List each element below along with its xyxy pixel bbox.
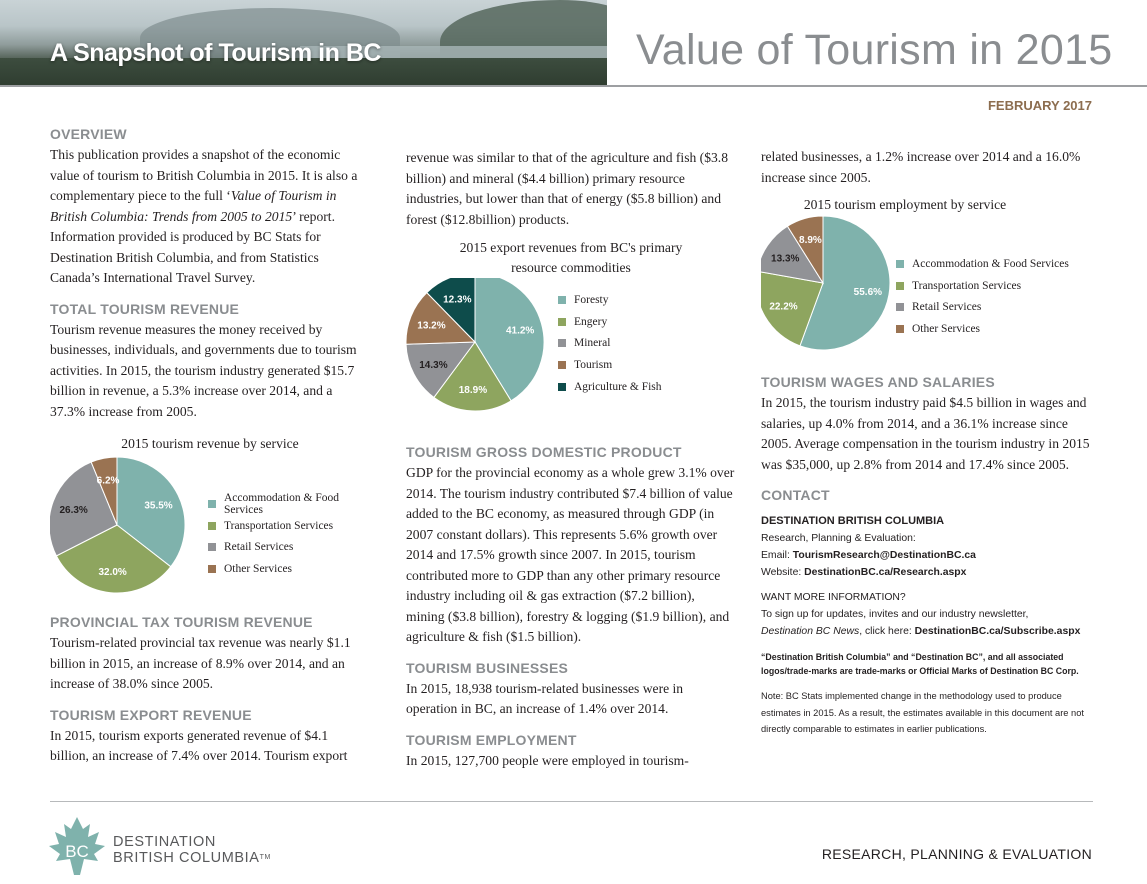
revenue-pie-label: 35.5% (144, 500, 173, 512)
legend-label: Transportation Services (224, 519, 334, 532)
businesses-section (406, 660, 736, 720)
revenue-chart-title: 2015 tourism revenue by service (121, 436, 299, 451)
legend-label: Agriculture & Fish (574, 380, 662, 393)
contact-section (761, 487, 1097, 738)
header-banner-photo (0, 0, 607, 86)
destination-bc-wordmark (113, 834, 271, 866)
column-3 (761, 147, 1097, 738)
employment-legend-item (896, 318, 1069, 340)
export-pie-label: 12.3% (443, 294, 472, 306)
revenue-legend-item (208, 515, 370, 537)
employment-legend-item (896, 253, 1069, 275)
export-chart-title: 2015 export revenues from BC's primary resource commodities (459, 240, 683, 275)
legend-label: Mineral (574, 337, 611, 350)
legend-label: Retail Services (912, 301, 982, 314)
email-label: Email: (761, 550, 793, 561)
legend-label: Tourism (574, 358, 613, 371)
employment-pie-label: 8.9% (799, 235, 822, 247)
legend-label: Retail Services (224, 541, 294, 554)
legend-label: Accommodation & Food Services (912, 257, 1069, 270)
revenue-legend-item (208, 536, 370, 558)
export-pie-label: 13.2% (417, 320, 446, 332)
employment-pie-label: 55.6% (853, 286, 883, 298)
column-1 (50, 126, 370, 779)
logo-line-1: DESTINATION (113, 834, 217, 850)
wages-text: In 2015, the tourism industry paid $4.5 billion in wages and salaries, up 4.0% from 2014, and a 36.1% increase since 2005. Average compensation in the tourism industry in 2015 was $35,000, up 2.8% from 2014 and 17.4% since 2005. (761, 395, 1090, 472)
column-2 (406, 148, 736, 783)
legend-label: Transportation Services (912, 279, 1022, 292)
legend-label: Other Services (912, 322, 981, 335)
legend-swatch (896, 260, 904, 268)
employment-pie-label: 13.3% (771, 253, 800, 265)
contact-dept: Research, Planning & Evaluation: (761, 533, 916, 544)
employment-text: In 2015, 127,700 people were employed in tourism- (406, 752, 689, 768)
export-legend-item (558, 289, 662, 311)
destination-bc-maple-leaf-logo (46, 815, 108, 877)
more-info-text: To sign up for updates, invites and our industry newsletter, (761, 609, 1029, 620)
report-name-italic: Value of Tourism in British Columbia: Trends from 2005 to 2015 (50, 188, 337, 224)
legend-swatch (208, 565, 216, 573)
legend-swatch (896, 282, 904, 290)
export-pie-label: 18.9% (458, 384, 488, 396)
employment-legend-item (896, 275, 1069, 297)
website-label: Website: (761, 567, 805, 578)
legend-swatch (558, 383, 566, 391)
export-legend-item (558, 376, 662, 398)
export-revenue-text: In 2015, tourism exports generated revenue of $4.1 billion, an increase of 7.4% over 2014. Tourism export (50, 727, 348, 763)
gdp-heading: TOURISM GROSS DOMESTIC PRODUCT (406, 444, 682, 460)
revenue-legend-item (208, 558, 370, 580)
export-pie-label: 41.2% (505, 325, 535, 337)
legend-label: Other Services (224, 562, 293, 575)
employment-section (406, 732, 736, 772)
export-legend-item (558, 354, 662, 376)
overview-text-part: ’ report. Information provided is produced by BC Stats for Destination British Columbia, and from Statistics Canada’s International Travel Survey. (50, 208, 335, 285)
logo-mark-text: BC (65, 842, 89, 861)
snapshot-title: A Snapshot of Tourism in BC (50, 39, 381, 67)
contact-website-line (761, 564, 1097, 581)
legend-label: Foresty (574, 293, 609, 306)
wages-section (761, 374, 1097, 475)
trademark-text: “Destination British Columbia” and “Destination BC”, and all associated logos/trade-marks are trade-marks or Official Marks of Destination BC Corp. (761, 652, 1079, 676)
legend-swatch (558, 361, 566, 369)
subscribe-link[interactable]: DestinationBC.ca/Subscribe.aspx (914, 626, 1081, 637)
provincial-tax-heading: PROVINCIAL TAX TOURISM REVENUE (50, 614, 313, 630)
employment-pie-label: 22.2% (769, 301, 798, 313)
overview-text-part: This publication provides a snapshot of the economic value of tourism to British Columbia in 2015. It is also a complementary piece to the full ‘ (50, 147, 358, 203)
newsletter-line (761, 623, 1097, 640)
overview-section (50, 126, 370, 289)
revenue-pie-label: 6.2% (96, 475, 120, 487)
overview-text (50, 145, 370, 289)
export-revenue-text-continued: revenue was similar to that of the agriculture and fish ($3.8 billion) and mineral ($4.4 billion) primary resource industries, but lower than that of energy ($5.8 billion) and forest ($12.8billion) products. (406, 150, 728, 227)
contact-org: DESTINATION BRITISH COLUMBIA (761, 515, 945, 527)
export-revenue-heading: TOURISM EXPORT REVENUE (50, 706, 252, 723)
gdp-text: GDP for the provincial economy as a whole grew 3.1% over 2014. The tourism industry contributed $7.4 billion of value added to the BC economy, as measured through GDP (in 2007 constant dollars). This represents 5.6% growth over 2014 and 17.5% growth since 2007. In 2015, tourism contributed more to GDP than any other primary resource industry including oil & gas extraction ($7.2 billion), mining ($3.8 billion), forestry & logging ($1.9 billion), and agriculture & fish ($1.5 billion). (406, 465, 735, 644)
logo-line-2 (113, 850, 271, 866)
legend-label: Accommodation & Food Services (224, 491, 339, 516)
more-info-heading: WANT MORE INFORMATION? (761, 592, 906, 603)
legend-swatch (208, 500, 216, 508)
footer-department: RESEARCH, PLANNING & EVALUATION (821, 846, 1092, 862)
employment-legend (896, 253, 1069, 340)
export-pie-label: 14.3% (419, 359, 448, 371)
newsletter-text: , click here: (859, 626, 915, 637)
export-legend-item (558, 311, 662, 333)
trademark-notice (761, 650, 1097, 678)
businesses-heading: TOURISM BUSINESSES (406, 659, 569, 676)
overview-heading: OVERVIEW (50, 126, 127, 142)
logo-line-2-text: BRITISH COLUMBIA (113, 850, 260, 866)
newsletter-name: Destination BC News (761, 626, 860, 637)
employment-text-continued: related businesses, a 1.2% increase over 2014 and a 16.0% increase since 2005. (761, 149, 1081, 185)
legend-swatch (558, 318, 566, 326)
employment-chart-title: 2015 tourism employment by service (803, 197, 1007, 212)
export-legend-item (558, 332, 662, 354)
revenue-pie-label: 32.0% (98, 567, 127, 579)
gdp-section (406, 444, 736, 648)
footer-divider (50, 801, 1093, 802)
revenue-legend (208, 493, 370, 580)
export-legend (558, 289, 662, 397)
provincial-tax-section (50, 614, 370, 695)
total-revenue-section (50, 301, 370, 423)
contact-email-line (761, 547, 1097, 564)
legend-swatch (558, 339, 566, 347)
header-divider (0, 85, 1147, 87)
total-revenue-heading: TOTAL TOURISM REVENUE (50, 300, 240, 317)
legend-swatch (896, 325, 904, 333)
export-pie-chart (406, 278, 736, 440)
contact-heading: CONTACT (761, 487, 830, 503)
methodology-note: Note: BC Stats implemented change in the methodology used to produce estimates in 2015. As a result, the estimates available in this document are not directly comparable to estimates in earlier publications. (761, 691, 1084, 734)
legend-swatch (208, 522, 216, 530)
revenue-pie-label: 26.3% (59, 504, 88, 516)
report-title: Value of Tourism in 2015 (636, 26, 1113, 74)
wages-heading: TOURISM WAGES AND SALARIES (761, 374, 995, 390)
website-link[interactable]: DestinationBC.ca/Research.aspx (804, 567, 967, 578)
legend-swatch (558, 296, 566, 304)
employment-pie-chart (761, 215, 1097, 377)
employment-heading: TOURISM EMPLOYMENT (406, 731, 577, 748)
total-revenue-text: Tourism revenue measures the money received by businesses, individuals, and governments due to tourism activities. In 2015, the tourism industry generated $15.7 billion in revenue, a 5.3% increase over 2014, and a 37.3% increase from 2005. (50, 321, 357, 419)
legend-swatch (896, 303, 904, 311)
publication-date: FEBRUARY 2017 (987, 98, 1092, 113)
email-link[interactable]: TourismResearch@DestinationBC.ca (792, 550, 976, 561)
businesses-text: In 2015, 18,938 tourism-related businesses were in operation in BC, an increase of 1.4% over 2014. (406, 680, 684, 716)
provincial-tax-text: Tourism-related provincial tax revenue was nearly $1.1 billion in 2015, an increase of 8.9% over 2014, and an increase of 38.0% since 2005. (50, 635, 351, 691)
revenue-pie-chart (50, 454, 370, 616)
export-revenue-section (50, 707, 370, 767)
employment-legend-item (896, 296, 1069, 318)
trademark-symbol: TM (259, 854, 271, 861)
revenue-legend-item (208, 493, 370, 515)
legend-label: Engery (574, 315, 608, 328)
legend-swatch (208, 543, 216, 551)
